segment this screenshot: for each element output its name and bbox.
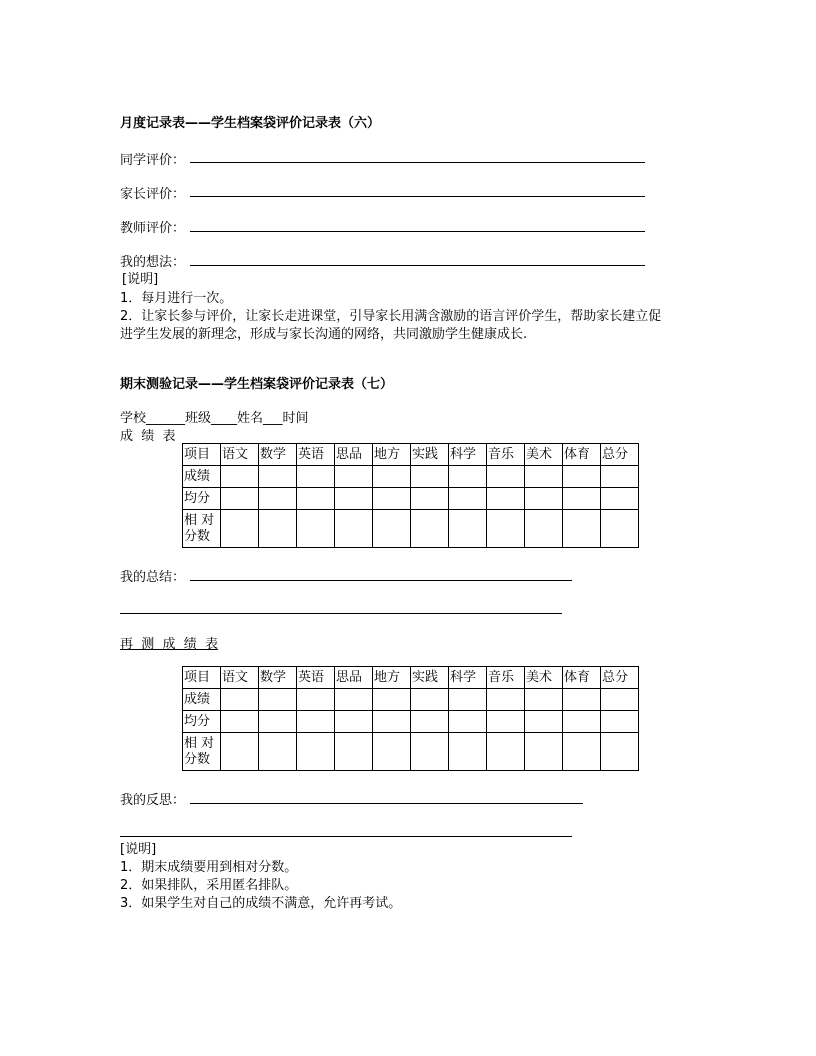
score-cell[interactable]	[411, 466, 449, 488]
score-cell[interactable]	[563, 466, 601, 488]
score-cell[interactable]	[373, 466, 411, 488]
score-cell[interactable]	[259, 466, 297, 488]
score-cell[interactable]	[411, 488, 449, 510]
score-cell[interactable]	[449, 488, 487, 510]
score-cell[interactable]	[525, 733, 563, 771]
score-cell[interactable]	[449, 711, 487, 733]
column-header: 地方	[373, 444, 411, 466]
score-cell[interactable]	[221, 510, 259, 548]
score-cell[interactable]	[411, 733, 449, 771]
column-header: 美术	[525, 444, 563, 466]
column-header: 总分	[601, 444, 639, 466]
score-cell[interactable]	[373, 733, 411, 771]
score-cell[interactable]	[601, 466, 639, 488]
table1-caption: 成 绩 表	[120, 429, 176, 444]
table2-caption: 再 测 成 绩 表	[120, 637, 219, 652]
score-cell[interactable]	[411, 711, 449, 733]
column-header: 语文	[221, 444, 259, 466]
section6-title: 月度记录表——学生档案袋评价记录表（六）	[120, 116, 381, 131]
section6-note-2: 2．让家长参与评价，让家长走进课堂，引导家长用满含激励的语言评价学生，帮助家长建立促	[120, 309, 662, 324]
score-cell[interactable]	[335, 488, 373, 510]
score-cell[interactable]	[221, 466, 259, 488]
column-header: 项目	[183, 444, 221, 466]
score-cell[interactable]	[221, 488, 259, 510]
column-header: 英语	[297, 667, 335, 689]
column-header: 项目	[183, 667, 221, 689]
table-row	[183, 510, 639, 548]
score-cell[interactable]	[297, 689, 335, 711]
score-cell[interactable]	[601, 510, 639, 548]
score-cell[interactable]	[221, 733, 259, 771]
score-cell[interactable]	[411, 689, 449, 711]
score-cell[interactable]	[335, 466, 373, 488]
column-header: 数学	[259, 667, 297, 689]
score-cell[interactable]	[563, 488, 601, 510]
column-header: 科学	[449, 444, 487, 466]
score-cell[interactable]	[335, 711, 373, 733]
score-cell[interactable]	[487, 510, 525, 548]
score-cell[interactable]	[221, 711, 259, 733]
score-cell[interactable]	[449, 510, 487, 548]
column-header: 语文	[221, 667, 259, 689]
score-cell[interactable]	[525, 689, 563, 711]
section6-note-head: [说明]	[122, 272, 159, 287]
score-cell[interactable]	[487, 711, 525, 733]
parent-evaluation-label: 家长评价：	[120, 187, 186, 202]
score-cell[interactable]	[487, 488, 525, 510]
column-header: 音乐	[487, 444, 525, 466]
score-cell[interactable]	[601, 689, 639, 711]
score-cell[interactable]	[259, 711, 297, 733]
score-cell[interactable]	[563, 689, 601, 711]
score-cell[interactable]	[297, 711, 335, 733]
score-cell[interactable]	[449, 733, 487, 771]
column-header: 美术	[525, 667, 563, 689]
score-cell[interactable]	[335, 689, 373, 711]
score-cell[interactable]	[335, 733, 373, 771]
summary-line-1[interactable]	[190, 580, 572, 581]
column-header: 实践	[411, 667, 449, 689]
row-header: 成绩	[183, 466, 221, 488]
column-header: 体育	[563, 667, 601, 689]
column-header: 科学	[449, 667, 487, 689]
score-cell[interactable]	[601, 488, 639, 510]
score-cell[interactable]	[525, 510, 563, 548]
score-cell[interactable]	[525, 488, 563, 510]
score-cell[interactable]	[449, 689, 487, 711]
score-cell[interactable]	[487, 466, 525, 488]
info-line: 学校______班级____姓名___时间	[120, 411, 309, 426]
column-header: 总分	[601, 667, 639, 689]
score-cell[interactable]	[411, 510, 449, 548]
reflection-line-1[interactable]	[190, 803, 583, 804]
score-cell[interactable]	[563, 510, 601, 548]
score-cell[interactable]	[373, 689, 411, 711]
column-header: 英语	[297, 444, 335, 466]
score-cell[interactable]	[259, 488, 297, 510]
peer-evaluation-line[interactable]	[190, 162, 645, 163]
table-row	[183, 488, 639, 510]
table-row	[183, 466, 639, 488]
score-cell[interactable]	[297, 488, 335, 510]
section7-note-2: 2．如果排队，采用匿名排队。	[120, 878, 298, 893]
score-cell[interactable]	[563, 711, 601, 733]
column-header: 思品	[335, 444, 373, 466]
score-cell[interactable]	[259, 510, 297, 548]
parent-evaluation-line[interactable]	[190, 196, 645, 197]
peer-evaluation-label: 同学评价：	[120, 153, 186, 168]
row-header: 均分	[183, 711, 221, 733]
score-cell[interactable]	[601, 733, 639, 771]
score-table	[182, 443, 639, 548]
retest-score-table	[182, 666, 639, 771]
score-cell[interactable]	[297, 466, 335, 488]
row-header: 相 对分数	[183, 733, 221, 771]
reflection-label: 我的反思：	[120, 793, 186, 808]
score-cell[interactable]	[373, 711, 411, 733]
row-header: 相 对分数	[183, 510, 221, 548]
score-cell[interactable]	[487, 689, 525, 711]
table-header-row	[183, 667, 639, 689]
my-thoughts-line[interactable]	[190, 265, 645, 266]
score-cell[interactable]	[525, 466, 563, 488]
summary-line-2[interactable]	[120, 613, 562, 614]
score-cell[interactable]	[297, 733, 335, 771]
table-row	[183, 733, 639, 771]
teacher-evaluation-label: 教师评价：	[120, 221, 186, 236]
table-row	[183, 689, 639, 711]
score-cell[interactable]	[259, 689, 297, 711]
summary-label: 我的总结：	[120, 570, 186, 585]
reflection-line-2[interactable]	[120, 836, 572, 837]
my-thoughts-label: 我的想法：	[120, 255, 186, 270]
column-header: 音乐	[487, 667, 525, 689]
column-header: 地方	[373, 667, 411, 689]
column-header: 思品	[335, 667, 373, 689]
score-cell[interactable]	[221, 689, 259, 711]
column-header: 数学	[259, 444, 297, 466]
score-cell[interactable]	[487, 733, 525, 771]
score-cell[interactable]	[259, 733, 297, 771]
score-cell[interactable]	[525, 711, 563, 733]
row-header: 均分	[183, 488, 221, 510]
section7-title: 期末测验记录——学生档案袋评价记录表（七）	[120, 377, 394, 392]
table-header-row	[183, 444, 639, 466]
score-cell[interactable]	[335, 510, 373, 548]
column-header: 体育	[563, 444, 601, 466]
score-cell[interactable]	[373, 488, 411, 510]
section6-note-1: 1．每月进行一次。	[120, 291, 233, 306]
row-header: 成绩	[183, 689, 221, 711]
score-cell[interactable]	[601, 711, 639, 733]
column-header: 实践	[411, 444, 449, 466]
section7-note-1: 1．期末成绩要用到相对分数。	[120, 860, 298, 875]
score-cell[interactable]	[563, 733, 601, 771]
section6-note-3: 进学生发展的新理念，形成与家长沟通的网络，共同激励学生健康成长.	[120, 327, 528, 342]
score-cell[interactable]	[373, 510, 411, 548]
table-row	[183, 711, 639, 733]
score-cell[interactable]	[449, 466, 487, 488]
section7-note-head: [说明]	[120, 842, 157, 857]
teacher-evaluation-line[interactable]	[190, 231, 645, 232]
section7-note-3: 3．如果学生对自己的成绩不满意，允许再考试。	[120, 896, 402, 911]
score-cell[interactable]	[297, 510, 335, 548]
